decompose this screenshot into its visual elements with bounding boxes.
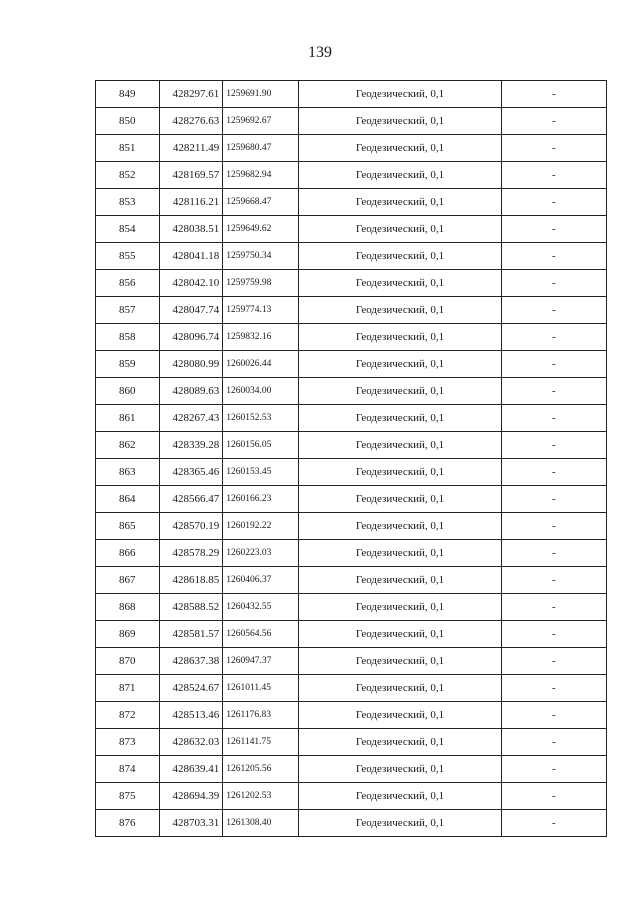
table-row <box>96 297 607 324</box>
y-coordinate-cell: 1260034.00 <box>223 378 299 405</box>
table-row <box>96 405 607 432</box>
method-accuracy-cell: Геодезический, 0,1 <box>299 540 501 567</box>
x-coordinate-cell: 428639.41 <box>159 756 223 783</box>
point-number-cell: 866 <box>96 540 160 567</box>
y-coordinate-cell: 1260223.03 <box>223 540 299 567</box>
note-cell: - <box>501 594 606 621</box>
x-coordinate-cell: 428524.67 <box>159 675 223 702</box>
method-accuracy-cell: Геодезический, 0,1 <box>299 243 501 270</box>
note-cell: - <box>501 486 606 513</box>
note-cell: - <box>501 81 606 108</box>
point-number-cell: 860 <box>96 378 160 405</box>
note-cell: - <box>501 567 606 594</box>
x-coordinate-cell: 428513.46 <box>159 702 223 729</box>
x-coordinate-cell: 428588.52 <box>159 594 223 621</box>
table-row <box>96 621 607 648</box>
y-coordinate-cell: 1260026.44 <box>223 351 299 378</box>
point-number-cell: 871 <box>96 675 160 702</box>
table-row <box>96 540 607 567</box>
note-cell: - <box>501 378 606 405</box>
method-accuracy-cell: Геодезический, 0,1 <box>299 324 501 351</box>
table-row <box>96 270 607 297</box>
point-number-cell: 859 <box>96 351 160 378</box>
x-coordinate-cell: 428047.74 <box>159 297 223 324</box>
method-accuracy-cell: Геодезический, 0,1 <box>299 162 501 189</box>
note-cell: - <box>501 459 606 486</box>
table-row <box>96 243 607 270</box>
y-coordinate-cell: 1261141.75 <box>223 729 299 756</box>
point-number-cell: 868 <box>96 594 160 621</box>
table-row <box>96 432 607 459</box>
point-number-cell: 856 <box>96 270 160 297</box>
point-number-cell: 872 <box>96 702 160 729</box>
y-coordinate-cell: 1259692.67 <box>223 108 299 135</box>
y-coordinate-cell: 1260192.22 <box>223 513 299 540</box>
table-row <box>96 135 607 162</box>
x-coordinate-cell: 428637.38 <box>159 648 223 675</box>
method-accuracy-cell: Геодезический, 0,1 <box>299 108 501 135</box>
table-row <box>96 756 607 783</box>
point-number-cell: 849 <box>96 81 160 108</box>
x-coordinate-cell: 428041.18 <box>159 243 223 270</box>
y-coordinate-cell: 1261205.56 <box>223 756 299 783</box>
method-accuracy-cell: Геодезический, 0,1 <box>299 351 501 378</box>
method-accuracy-cell: Геодезический, 0,1 <box>299 567 501 594</box>
y-coordinate-cell: 1261308.40 <box>223 810 299 837</box>
note-cell: - <box>501 162 606 189</box>
table-row <box>96 351 607 378</box>
method-accuracy-cell: Геодезический, 0,1 <box>299 675 501 702</box>
point-number-cell: 875 <box>96 783 160 810</box>
note-cell: - <box>501 432 606 459</box>
table-row <box>96 108 607 135</box>
note-cell: - <box>501 351 606 378</box>
method-accuracy-cell: Геодезический, 0,1 <box>299 189 501 216</box>
x-coordinate-cell: 428632.03 <box>159 729 223 756</box>
note-cell: - <box>501 243 606 270</box>
x-coordinate-cell: 428566.47 <box>159 486 223 513</box>
y-coordinate-cell: 1260406.37 <box>223 567 299 594</box>
note-cell: - <box>501 810 606 837</box>
x-coordinate-cell: 428089.63 <box>159 378 223 405</box>
point-number-cell: 865 <box>96 513 160 540</box>
note-cell: - <box>501 702 606 729</box>
y-coordinate-cell: 1260432.55 <box>223 594 299 621</box>
point-number-cell: 853 <box>96 189 160 216</box>
x-coordinate-cell: 428581.57 <box>159 621 223 648</box>
method-accuracy-cell: Геодезический, 0,1 <box>299 594 501 621</box>
point-number-cell: 861 <box>96 405 160 432</box>
y-coordinate-cell: 1259832.16 <box>223 324 299 351</box>
x-coordinate-cell: 428276.63 <box>159 108 223 135</box>
y-coordinate-cell: 1260156.05 <box>223 432 299 459</box>
method-accuracy-cell: Геодезический, 0,1 <box>299 486 501 513</box>
x-coordinate-cell: 428267.43 <box>159 405 223 432</box>
method-accuracy-cell: Геодезический, 0,1 <box>299 270 501 297</box>
method-accuracy-cell: Геодезический, 0,1 <box>299 216 501 243</box>
point-number-cell: 873 <box>96 729 160 756</box>
note-cell: - <box>501 297 606 324</box>
note-cell: - <box>501 648 606 675</box>
x-coordinate-cell: 428694.39 <box>159 783 223 810</box>
table-row <box>96 648 607 675</box>
note-cell: - <box>501 756 606 783</box>
coordinates-table <box>95 80 607 837</box>
table-row <box>96 567 607 594</box>
table-row <box>96 162 607 189</box>
method-accuracy-cell: Геодезический, 0,1 <box>299 459 501 486</box>
method-accuracy-cell: Геодезический, 0,1 <box>299 756 501 783</box>
y-coordinate-cell: 1259774.13 <box>223 297 299 324</box>
x-coordinate-cell: 428042.10 <box>159 270 223 297</box>
note-cell: - <box>501 729 606 756</box>
x-coordinate-cell: 428211.49 <box>159 135 223 162</box>
note-cell: - <box>501 513 606 540</box>
note-cell: - <box>501 783 606 810</box>
point-number-cell: 874 <box>96 756 160 783</box>
table-row <box>96 486 607 513</box>
method-accuracy-cell: Геодезический, 0,1 <box>299 297 501 324</box>
note-cell: - <box>501 324 606 351</box>
table-row <box>96 729 607 756</box>
y-coordinate-cell: 1260153.45 <box>223 459 299 486</box>
method-accuracy-cell: Геодезический, 0,1 <box>299 513 501 540</box>
point-number-cell: 851 <box>96 135 160 162</box>
y-coordinate-cell: 1261202.53 <box>223 783 299 810</box>
x-coordinate-cell: 428116.21 <box>159 189 223 216</box>
method-accuracy-cell: Геодезический, 0,1 <box>299 135 501 162</box>
x-coordinate-cell: 428618.85 <box>159 567 223 594</box>
method-accuracy-cell: Геодезический, 0,1 <box>299 702 501 729</box>
x-coordinate-cell: 428570.19 <box>159 513 223 540</box>
note-cell: - <box>501 189 606 216</box>
method-accuracy-cell: Геодезический, 0,1 <box>299 81 501 108</box>
y-coordinate-cell: 1259668.47 <box>223 189 299 216</box>
page-number: 139 <box>308 44 332 61</box>
point-number-cell: 876 <box>96 810 160 837</box>
point-number-cell: 864 <box>96 486 160 513</box>
y-coordinate-cell: 1261176.83 <box>223 702 299 729</box>
method-accuracy-cell: Геодезический, 0,1 <box>299 810 501 837</box>
y-coordinate-cell: 1259680.47 <box>223 135 299 162</box>
y-coordinate-cell: 1260947.37 <box>223 648 299 675</box>
y-coordinate-cell: 1260564.56 <box>223 621 299 648</box>
x-coordinate-cell: 428038.51 <box>159 216 223 243</box>
x-coordinate-cell: 428365.46 <box>159 459 223 486</box>
method-accuracy-cell: Геодезический, 0,1 <box>299 378 501 405</box>
y-coordinate-cell: 1259750.34 <box>223 243 299 270</box>
note-cell: - <box>501 135 606 162</box>
table-row <box>96 675 607 702</box>
point-number-cell: 854 <box>96 216 160 243</box>
note-cell: - <box>501 216 606 243</box>
table-row <box>96 702 607 729</box>
method-accuracy-cell: Геодезический, 0,1 <box>299 648 501 675</box>
point-number-cell: 850 <box>96 108 160 135</box>
table-row <box>96 810 607 837</box>
note-cell: - <box>501 405 606 432</box>
table-row <box>96 783 607 810</box>
x-coordinate-cell: 428169.57 <box>159 162 223 189</box>
note-cell: - <box>501 540 606 567</box>
y-coordinate-cell: 1259759.98 <box>223 270 299 297</box>
table-row <box>96 81 607 108</box>
point-number-cell: 863 <box>96 459 160 486</box>
method-accuracy-cell: Геодезический, 0,1 <box>299 432 501 459</box>
x-coordinate-cell: 428080.99 <box>159 351 223 378</box>
note-cell: - <box>501 621 606 648</box>
x-coordinate-cell: 428297.61 <box>159 81 223 108</box>
y-coordinate-cell: 1259682.94 <box>223 162 299 189</box>
y-coordinate-cell: 1261011.45 <box>223 675 299 702</box>
table-row <box>96 594 607 621</box>
point-number-cell: 858 <box>96 324 160 351</box>
point-number-cell: 857 <box>96 297 160 324</box>
point-number-cell: 862 <box>96 432 160 459</box>
table-row <box>96 216 607 243</box>
x-coordinate-cell: 428339.28 <box>159 432 223 459</box>
note-cell: - <box>501 108 606 135</box>
table-row <box>96 513 607 540</box>
y-coordinate-cell: 1260166.23 <box>223 486 299 513</box>
note-cell: - <box>501 675 606 702</box>
x-coordinate-cell: 428578.29 <box>159 540 223 567</box>
y-coordinate-cell: 1260152.53 <box>223 405 299 432</box>
table-row <box>96 378 607 405</box>
note-cell: - <box>501 270 606 297</box>
table-row <box>96 324 607 351</box>
x-coordinate-cell: 428703.31 <box>159 810 223 837</box>
point-number-cell: 869 <box>96 621 160 648</box>
x-coordinate-cell: 428096.74 <box>159 324 223 351</box>
point-number-cell: 852 <box>96 162 160 189</box>
y-coordinate-cell: 1259649.62 <box>223 216 299 243</box>
y-coordinate-cell: 1259691.90 <box>223 81 299 108</box>
point-number-cell: 870 <box>96 648 160 675</box>
point-number-cell: 867 <box>96 567 160 594</box>
method-accuracy-cell: Геодезический, 0,1 <box>299 783 501 810</box>
method-accuracy-cell: Геодезический, 0,1 <box>299 729 501 756</box>
method-accuracy-cell: Геодезический, 0,1 <box>299 405 501 432</box>
point-number-cell: 855 <box>96 243 160 270</box>
method-accuracy-cell: Геодезический, 0,1 <box>299 621 501 648</box>
table-row <box>96 459 607 486</box>
table-row <box>96 189 607 216</box>
